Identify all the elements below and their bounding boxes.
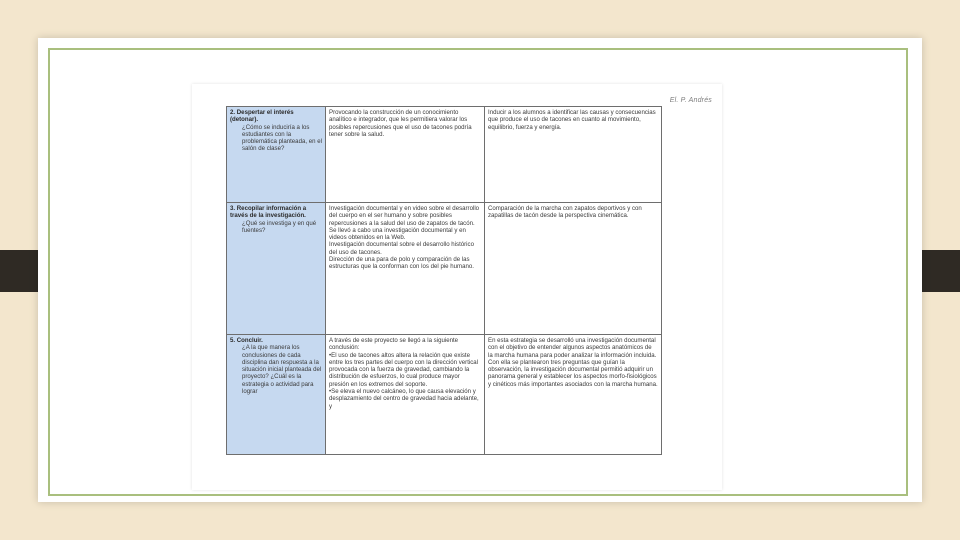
document-author: El. P. Andrés bbox=[669, 97, 712, 104]
purpose-cell bbox=[485, 203, 662, 335]
stage-cell bbox=[227, 335, 326, 455]
activity-text: A través de este proyecto se llegó a la siguiente conclusión: bbox=[329, 337, 459, 352]
document-image bbox=[192, 84, 722, 490]
purpose-text: Inducir a los alumnos a identificar las causas y consecuencias que produce el uso de tacones en cuanto al movimiento, equilibrio, fuerza y energía. bbox=[488, 109, 656, 131]
project-stages-table bbox=[226, 106, 662, 455]
purpose-text: Comparación de la marcha con zapatos deportivos y con zapatillas de tacón desde la perspectiva cinemática. bbox=[488, 205, 642, 220]
activity-cell bbox=[326, 203, 485, 335]
purpose-cell bbox=[485, 335, 662, 455]
slide-canvas bbox=[38, 38, 922, 502]
table-row bbox=[227, 335, 662, 455]
stage-question: ¿A la que manera los conclusiones de cada disciplina dan respuesta a la situación inicial planteada del proyecto? ¿Cuál es la estrategia o actividad para lograr bbox=[242, 344, 322, 396]
stage-cell bbox=[227, 107, 326, 203]
activity-text: Investigación documental y en video sobre el desarrollo del cuerpo en el ser humano y sobre posibles repercusiones a la salud del uso de zapatos de tacón. bbox=[329, 205, 480, 227]
purpose-text: Con ella se plantearon tres preguntas que guían la observación, la investigación documental permitió adquirir un panorama general y establecer los aspectos morfo-fisiológicos y cinéticos más importantes asociados con la marcha humana. bbox=[488, 358, 658, 388]
activity-text: Investigación documental sobre el desarrollo histórico del uso de tacones. bbox=[329, 241, 474, 256]
stage-cell bbox=[227, 203, 326, 335]
stage-question: ¿Cómo se induciría a los estudiantes con la problemática planteada, en el salón de clase? bbox=[242, 123, 322, 153]
activity-text: Se llevó a cabo una investigación documental y en videos obtenidos en la Web. bbox=[329, 226, 466, 242]
activity-text: •El uso de tacones altos altera la relación que existe entre los tres partes del cuerpo con la dirección vertical provocada con la fuerza de gravedad, cambiando la distribución de esfuerzos, lo cual produce mayor presión en los extremos del soporte. bbox=[329, 351, 479, 388]
activity-text: Dirección de una para de polo y comparación de las estructuras que la conforman con los del pie humano. bbox=[329, 256, 474, 271]
activity-text: •Se eleva el nuevo calcáneo, lo que causa elevación y desplazamiento del centro de gravedad hacia adelante, y bbox=[329, 388, 479, 410]
stage-question: ¿Qué se investiga y en qué fuentes? bbox=[242, 219, 317, 234]
table-row bbox=[227, 203, 662, 335]
purpose-cell bbox=[485, 107, 662, 203]
purpose-text: En esta estrategia se desarrolló una investigación documental con el objetivo de entender algunos aspectos anatómicos de la marcha humana para poder analizar la información incluida. bbox=[488, 337, 657, 359]
activity-text: Provocando la construcción de un conocimiento analítico e integrador, que les permitiera valorar los posibles repercusiones que el uso de tacones podría tener sobre la salud. bbox=[329, 109, 472, 138]
activity-cell bbox=[326, 335, 485, 455]
stage-title: 5. Concluir. bbox=[230, 337, 263, 344]
stage-title: 2. Despertar el interés (detonar). bbox=[230, 109, 294, 124]
activity-cell bbox=[326, 107, 485, 203]
stage-title: 3. Recopilar información a través de la investigación. bbox=[230, 205, 307, 220]
table-row bbox=[227, 107, 662, 203]
